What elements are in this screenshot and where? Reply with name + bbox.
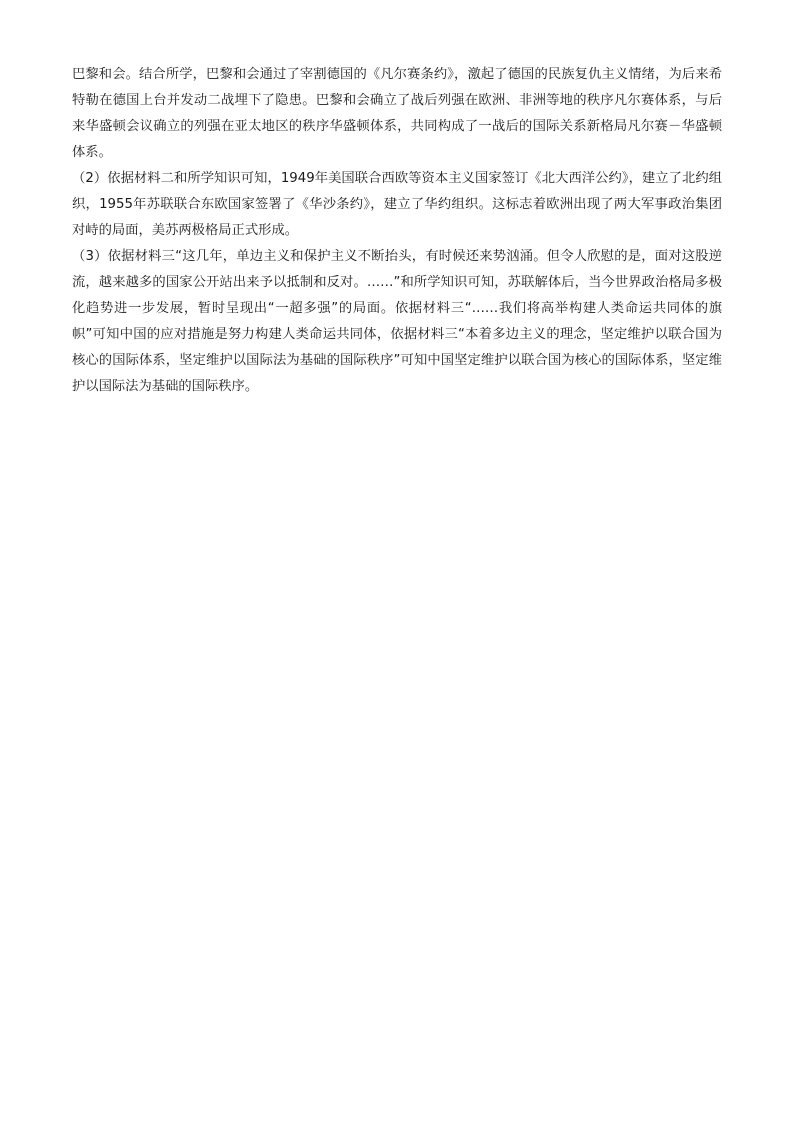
paragraph-answer-2: （2）依据材料二和所学知识可知，1949年美国联合西欧等资本主义国家签订《北大西洋公约》，建立了北约组织，1955年苏联联合东欧国家签署了《华沙条约》，建立了华约组织。这标志着欧洲出现了两大军事政治集团对峙的局面，美苏两极格局正式形成。	[72, 171, 722, 238]
paragraph-paris-conference: 巴黎和会。结合所学，巴黎和会通过了宰割德国的《凡尔赛条约》，激起了德国的民族复仇主义情绪，为后来希特勒在德国上台并发动二战埋下了隐患。巴黎和会确立了战后列强在欧洲、非洲等地的秩序凡尔赛体系，与后来华盛顿会议确立的列强在亚太地区的秩序华盛顿体系，共同构成了一战后的国际关系新格局凡尔赛－华盛顿体系。	[72, 67, 722, 160]
document-body	[72, 62, 722, 400]
paragraph-answer-3: （3）依据材料三“这几年，单边主义和保护主义不断抬头，有时候还来势汹涌。但令人欣慰的是，面对这股逆流，越来越多的国家公开站出来予以抵制和反对。……”和所学知识可知，苏联解体后，当今世界政治格局多极化趋势进一步发展，暂时呈现出“一超多强”的局面。依据材料三“……我们将高举构建人类命运共同体的旗帜”可知中国的应对措施是努力构建人类命运共同体，依据材料三“本着多边主义的理念，坚定维护以联合国为核心的国际体系，坚定维护以国际法为基础的国际秩序”可知中国坚定维护以联合国为核心的国际体系，坚定维护以国际法为基础的国际秩序。	[72, 249, 722, 394]
